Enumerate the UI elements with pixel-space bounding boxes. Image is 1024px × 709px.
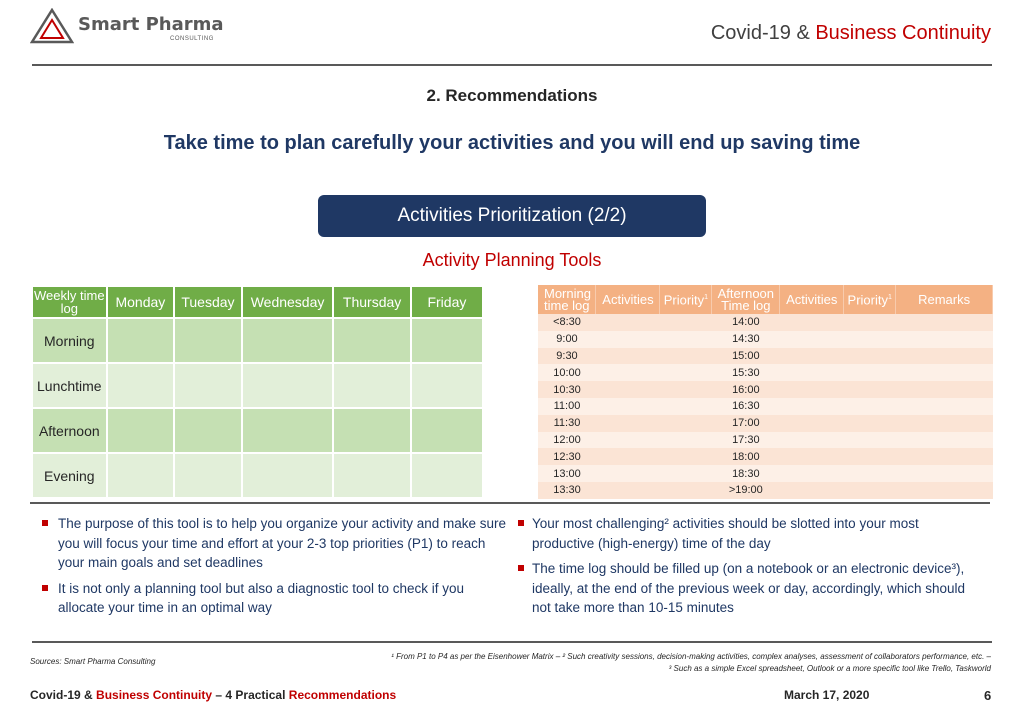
day-header-wednesday: Wednesday (242, 286, 334, 318)
afternoon-time-cell: 18:30 (712, 465, 780, 482)
remarks-cell[interactable] (896, 348, 993, 365)
activity-cell[interactable] (780, 398, 844, 415)
afternoon-time-cell: 14:00 (712, 314, 780, 331)
activity-cell[interactable] (780, 381, 844, 398)
weekly-cell[interactable] (411, 408, 483, 453)
daily-row (538, 331, 993, 348)
weekly-cell[interactable] (333, 318, 411, 363)
priority-cell[interactable] (660, 482, 712, 499)
daily-header-row (538, 285, 993, 314)
morning-time-cell: 13:00 (538, 465, 596, 482)
activity-cell[interactable] (596, 381, 660, 398)
remarks-cell[interactable] (896, 482, 993, 499)
header-remarks: Remarks (896, 285, 993, 314)
header-title (711, 22, 991, 45)
priority-cell[interactable] (660, 432, 712, 449)
priority-cell[interactable] (844, 465, 896, 482)
weekly-cell[interactable] (333, 453, 411, 498)
remarks-cell[interactable] (896, 364, 993, 381)
afternoon-time-cell: 17:00 (712, 415, 780, 432)
bullet-item: The time log should be filled up (on a notebook or an electronic device³), ideally, at the end of the previous week or day, accordingly, which should not take more than 10-15 minutes (514, 559, 982, 618)
bullet-item: It is not only a planning tool but also a diagnostic tool to check if you allocate your time in an optimal way (30, 579, 508, 618)
priority-cell[interactable] (660, 364, 712, 381)
activity-cell[interactable] (596, 348, 660, 365)
morning-time-cell: 9:00 (538, 331, 596, 348)
remarks-cell[interactable] (896, 398, 993, 415)
weekly-cell[interactable] (107, 363, 175, 408)
weekly-cell[interactable] (242, 318, 334, 363)
priority-cell[interactable] (844, 364, 896, 381)
weekly-cell[interactable] (242, 408, 334, 453)
activity-cell[interactable] (780, 465, 844, 482)
afternoon-time-cell: 15:00 (712, 348, 780, 365)
priority-cell[interactable] (844, 348, 896, 365)
weekly-row-morning (32, 318, 483, 363)
daily-row (538, 364, 993, 381)
activity-cell[interactable] (780, 331, 844, 348)
activity-cell[interactable] (780, 448, 844, 465)
priority-cell[interactable] (844, 381, 896, 398)
activity-cell[interactable] (596, 432, 660, 449)
weekly-cell[interactable] (174, 408, 242, 453)
day-header-monday: Monday (107, 286, 175, 318)
remarks-cell[interactable] (896, 331, 993, 348)
footer-part2: Business Continuity (96, 688, 213, 702)
weekly-cell[interactable] (411, 363, 483, 408)
page-subtitle: Take time to plan carefully your activities and you will end up saving time (163, 132, 861, 154)
priority-cell[interactable] (660, 448, 712, 465)
activity-cell[interactable] (596, 331, 660, 348)
footer-part4: Recommendations (288, 688, 397, 702)
priority-cell[interactable] (660, 348, 712, 365)
afternoon-time-cell: 17:30 (712, 432, 780, 449)
header-activities-pm: Activities (780, 285, 844, 314)
afternoon-time-cell: >19:00 (712, 482, 780, 499)
weekly-cell[interactable] (242, 453, 334, 498)
afternoon-time-cell: 16:00 (712, 381, 780, 398)
footer-date: March 17, 2020 (784, 688, 870, 702)
activity-cell[interactable] (780, 415, 844, 432)
remarks-cell[interactable] (896, 415, 993, 432)
weekly-cell[interactable] (333, 363, 411, 408)
bullet-item: The purpose of this tool is to help you organize your activity and make sure you will focus your time and effort at your 2-3 top priorities (P1) to reach your main goals and set deadlines (30, 514, 508, 573)
header-morning-time-log: Morning time log (538, 285, 596, 314)
activity-cell[interactable] (780, 432, 844, 449)
priority-cell[interactable] (660, 381, 712, 398)
priority-cell[interactable] (844, 482, 896, 499)
afternoon-time-cell: 15:30 (712, 364, 780, 381)
activity-cell[interactable] (780, 314, 844, 331)
priority-cell[interactable] (660, 415, 712, 432)
weekly-row-afternoon (32, 408, 483, 453)
daily-row (538, 381, 993, 398)
header-activities-am: Activities (596, 285, 660, 314)
weekly-corner-header: Weekly time log (32, 286, 107, 318)
priority-cell[interactable] (844, 448, 896, 465)
middle-divider (30, 502, 990, 504)
priority-cell[interactable] (844, 415, 896, 432)
weekly-cell[interactable] (411, 453, 483, 498)
header-priority-am (660, 285, 712, 314)
weekly-row-label: Lunchtime (32, 363, 107, 408)
weekly-header-row (32, 286, 483, 318)
activity-cell[interactable] (596, 482, 660, 499)
activity-cell[interactable] (596, 398, 660, 415)
weekly-row-label: Morning (32, 318, 107, 363)
weekly-row-evening (32, 453, 483, 498)
weekly-cell[interactable] (107, 408, 175, 453)
weekly-cell[interactable] (174, 318, 242, 363)
afternoon-time-cell: 16:30 (712, 398, 780, 415)
weekly-row-lunchtime (32, 363, 483, 408)
daily-row (538, 482, 993, 499)
footnotes: ¹ From P1 to P4 as per the Eisenhower Matrix – ² Such creativity sessions, decision-making activities, complex analyses, assessment of collaborators performance, etc. – ³ Such as a simple Excel spreadsheet, Outlook or a more specific tool like Trello, Taskworld (391, 652, 991, 673)
footer-title (30, 688, 396, 702)
morning-time-cell: 12:30 (538, 448, 596, 465)
footer-part3: – 4 Practical (215, 688, 286, 702)
daily-row (538, 465, 993, 482)
weekly-row-label: Evening (32, 453, 107, 498)
daily-row (538, 432, 993, 449)
morning-time-cell: 10:30 (538, 381, 596, 398)
morning-time-cell: 13:30 (538, 482, 596, 499)
day-header-friday: Friday (411, 286, 483, 318)
daily-table-body (538, 314, 993, 499)
tools-title: Activity Planning Tools (422, 250, 602, 270)
priority-cell[interactable] (844, 331, 896, 348)
daily-row (538, 348, 993, 365)
footnote-marker: 1 (704, 294, 709, 302)
remarks-cell[interactable] (896, 381, 993, 398)
activity-cell[interactable] (780, 482, 844, 499)
remarks-cell[interactable] (896, 314, 993, 331)
morning-time-cell: 9:30 (538, 348, 596, 365)
day-header-thursday: Thursday (333, 286, 411, 318)
remarks-cell[interactable] (896, 432, 993, 449)
activity-cell[interactable] (596, 364, 660, 381)
afternoon-time-cell: 14:30 (712, 331, 780, 348)
header-priority-pm-label: Priority (847, 292, 888, 308)
priority-cell[interactable] (660, 465, 712, 482)
weekly-cell[interactable] (107, 318, 175, 363)
activity-cell[interactable] (596, 314, 660, 331)
weekly-cell[interactable] (333, 408, 411, 453)
priority-cell[interactable] (844, 398, 896, 415)
priority-cell[interactable] (844, 314, 896, 331)
day-header-tuesday: Tuesday (174, 286, 242, 318)
logo-subtitle: CONSULTING (170, 36, 214, 42)
header-priority-am-label: Priority (663, 292, 705, 308)
weekly-time-log-table (31, 285, 484, 499)
header-title-part1: Covid-19 & (710, 22, 810, 44)
activity-cell[interactable] (596, 415, 660, 432)
right-bullet-list (514, 514, 982, 624)
weekly-row-label: Afternoon (32, 408, 107, 453)
bullet-item: Your most challenging² activities should be slotted into your most productive (high-energy) time of the day (514, 514, 982, 553)
weekly-cell[interactable] (174, 363, 242, 408)
top-divider (32, 64, 992, 66)
morning-time-cell: 12:00 (538, 432, 596, 449)
bottom-divider (32, 641, 992, 643)
weekly-cell[interactable] (411, 318, 483, 363)
left-bullet-list (30, 514, 508, 624)
activity-cell[interactable] (596, 465, 660, 482)
footer-part1: Covid-19 & (30, 688, 93, 702)
page-number: 6 (984, 688, 992, 703)
morning-time-cell: 11:30 (538, 415, 596, 432)
section-title: 2. Recommendations (426, 86, 598, 105)
company-logo (30, 8, 230, 44)
daily-row (538, 398, 993, 415)
activity-cell[interactable] (780, 348, 844, 365)
daily-time-log-table (538, 285, 993, 499)
morning-time-cell: <8:30 (538, 314, 596, 331)
header-afternoon-time-log: Afternoon Time log (712, 285, 780, 314)
weekly-cell[interactable] (242, 363, 334, 408)
morning-time-cell: 11:00 (538, 398, 596, 415)
footnote-marker: 1 (887, 294, 892, 302)
sources-note: Sources: Smart Pharma Consulting (30, 657, 156, 666)
priority-cell[interactable] (844, 432, 896, 449)
activity-cell[interactable] (596, 448, 660, 465)
activities-prioritization-banner: Activities Prioritization (2/2) (318, 195, 706, 237)
daily-row (538, 448, 993, 465)
daily-row (538, 314, 993, 331)
header-priority-pm (844, 285, 896, 314)
weekly-cell[interactable] (174, 453, 242, 498)
activity-cell[interactable] (780, 364, 844, 381)
priority-cell[interactable] (660, 331, 712, 348)
remarks-cell[interactable] (896, 448, 993, 465)
header-title-part2: Business Continuity (815, 22, 991, 44)
remarks-cell[interactable] (896, 465, 993, 482)
priority-cell[interactable] (660, 314, 712, 331)
weekly-cell[interactable] (107, 453, 175, 498)
afternoon-time-cell: 18:00 (712, 448, 780, 465)
morning-time-cell: 10:00 (538, 364, 596, 381)
triangle-logo-icon (30, 8, 74, 44)
priority-cell[interactable] (660, 398, 712, 415)
logo-name: Smart Pharma (78, 14, 224, 35)
daily-row (538, 415, 993, 432)
